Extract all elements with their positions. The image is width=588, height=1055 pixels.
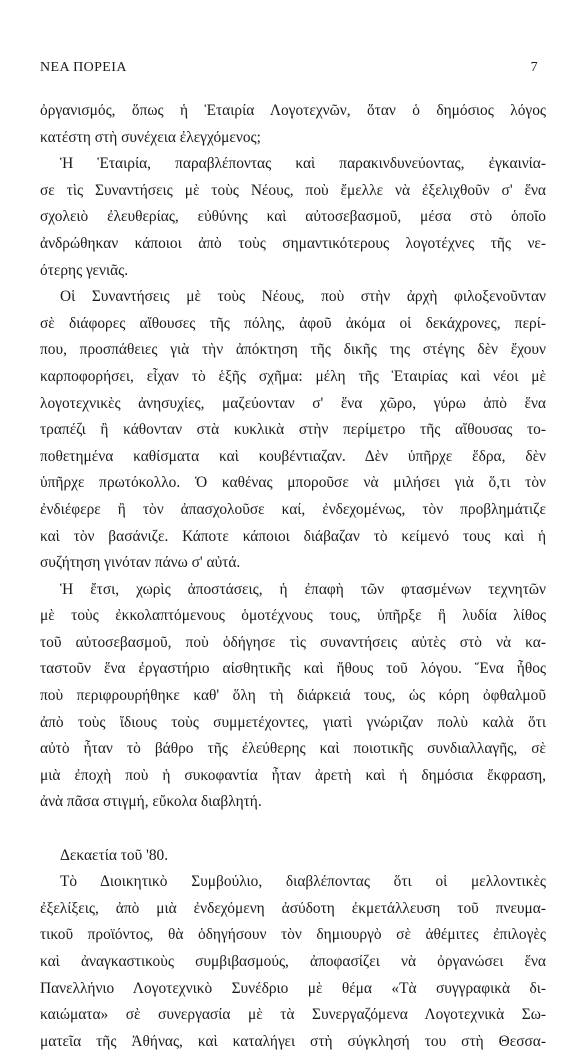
text-line: Πανελλήνιο Λογοτεχνικὸ Συνέδριο μὲ θέμα «Τὰ συγγραφικὰ δι- [40, 979, 546, 997]
running-head [40, 60, 538, 76]
running-head-title: ΝΕΑ ΠΟΡΕΙΑ [40, 60, 127, 75]
text-line: ἀπὸ τοὺς ἴδιους τοὺς συμμετέχοντες, γιατὶ γνώριζαν πολὺ καλὰ ὅτι [40, 713, 546, 731]
text-line: ταστοῦν ἕνα ἐργαστήριο αἰσθητικῆς καὶ ἤθους τοῦ λόγου. Ἕνα ἦθος [40, 660, 546, 678]
text-line: ότερης γενιᾶς. [40, 261, 129, 279]
text-line: συζήτηση γινόταν πάνω σ' αὐτά. [40, 554, 241, 572]
paragraph [40, 151, 546, 284]
text-line: μιὰ ἐποχὴ ποὺ ἡ συκοφαντία ἦταν ἀρετὴ καὶ ἡ δημόσια ἔκφραση, [40, 766, 546, 784]
text-line: ἐνδιέφερε ἢ τὸν ἀπασχολοῦσε καί, ἐνδεχομένως, τὸν προβλημάτιζε [40, 500, 546, 518]
paragraph [40, 98, 546, 151]
paragraph [40, 284, 546, 577]
text-line: Οἱ Συναντήσεις μὲ τοὺς Νέους, ποὺ στὴν ἀρχὴ φιλοξενοῦνταν [60, 288, 546, 306]
text-line: μὲ τοὺς ἐκκολαπτόμενους ὁμοτέχνους τους, ὑπῆρξε ἣ λυδία λίθος [40, 607, 546, 625]
text-line: ποθετημένα καθίσματα καὶ κουβέντιαζαν. Δὲν ὑπῆρχε ἕδρα, δὲν [40, 447, 546, 465]
text-line: λογοτεχνικὲς ἀνησυχίες, μαζεύονταν σ' ἕνα χῶρο, γύρω ἀπὸ ἕνα [40, 394, 546, 412]
paragraph [40, 577, 546, 816]
text-line: τοῦ αὐτοσεβασμοῦ, ποὺ ὁδήγησε τὶς συναντήσεις αὐτὲς στὸ νὰ κα- [40, 633, 546, 651]
text-line: ποὺ περιφρουρήθηκε καθ' ὅλη τὴ διάρκειά τους, ὡς κόρη ὀφθαλμοῦ [40, 687, 546, 705]
text-line: κατέστη στὴ συνέχεια ἐλεγχόμενος; [40, 128, 261, 146]
text-line: σε τὶς Συναντήσεις μὲ τοὺς Νέους, ποὺ ἔμελλε νὰ ἐξελιχθοῦν σ' ἕνα [40, 181, 546, 199]
text-line: τικοῦ προϊόντος, θὰ ὁδηγήσουν τὸν δημιουργὸ σὲ ἀθέμιτες ἐπιλογὲς [40, 926, 546, 944]
body-text [40, 98, 546, 1055]
text-line: ματεῖα τῆς Ἀθήνας, καὶ καταλήγει στὴ σύγκλησή του στὴ Θεσσα- [40, 1032, 546, 1050]
text-line: ἀνδρώθηκαν κάποιοι ἀπὸ τοὺς σημαντικότερους λογοτέχνες τῆς νε- [40, 234, 546, 252]
text-line: καὶ τὸν βασάνιζε. Κάποτε κάποιοι διάβαζαν τὸ κείμενό τους καὶ ἡ [40, 527, 546, 545]
text-line: τραπέζι ἢ κάθονταν στὰ κυκλικὰ στὴν περίμετρο τῆς αἴθουσας το- [40, 421, 546, 439]
paragraph [40, 843, 546, 870]
text-line: σὲ διάφορες αἴθουσες τῆς πόλης, ἀφοῦ ἀκόμα οἱ δεκάχρονες, περί- [40, 314, 546, 332]
text-line: καὶ ἀναγκαστικοὺς συμβιβασμούς, ἀποφασίζει νὰ ὀργανώσει ἕνα [40, 953, 546, 970]
text-line: Τὸ Διοικητικὸ Συμβούλιο, διαβλέποντας ὅτι οἱ μελλοντικὲς [60, 873, 546, 891]
paragraph [40, 869, 546, 1055]
text-line: καιώματα» σὲ συνεργασία μὲ τὰ Συνεργαζόμενα Λογοτεχνικὰ Σω- [40, 1006, 546, 1024]
text-line: ὑπῆρχε πρωτόκολλο. Ὁ καθένας μποροῦσε νὰ μιλήσει γιὰ ὅ,τι τὸν [40, 474, 546, 492]
text-line: Ἡ ἔτσι, χωρὶς ἀποστάσεις, ἡ ἐπαφὴ τῶν φτασμένων τεχνητῶν [60, 580, 546, 598]
page-number: 7 [530, 60, 538, 75]
text-line: ἀνὰ πᾶσα στιγμή, εὔκολα διαβλητή. [40, 793, 262, 811]
text-line: που, προσπάθειες γιὰ τὴν ἀπόκτηση τῆς δικῆς της στέγης δὲν ἔχουν [40, 341, 546, 359]
text-line: Δεκαετία τοῦ '80. [60, 846, 169, 864]
text-line: καρποφορήσει, εἶχαν τὸ ἑξῆς σχῆμα: μέλη τῆς Ἑταιρίας καὶ νέοι μὲ [40, 367, 546, 385]
text-line: ὀργανισμός, ὅπως ἡ Ἑταιρία Λογοτεχνῶν, ὅταν ὁ δημόσιος λόγος [40, 102, 546, 119]
paragraph-gap [40, 816, 546, 843]
text-line: ἐξελίξεις, ἀπὸ μιὰ ἐνδεχόμενη ἀσύδοτη ἐκμετάλλευση τοῦ πνευμα- [40, 899, 546, 917]
text-line: σχολειὸ ἐλευθερίας, εὐθύνης καὶ αὐτοσεβασμοῦ, μέσα στὸ ὁποῖο [40, 208, 546, 226]
text-line: αὐτὸ ἦταν τὸ βάθρο τῆς ἐλεύθερης καὶ ποιοτικῆς συνδιαλλαγῆς, σὲ [40, 740, 546, 758]
text-line: Ἡ Ἑταιρία, παραβλέποντας καὶ παρακινδυνεύοντας, ἐγκαινία- [60, 155, 546, 173]
